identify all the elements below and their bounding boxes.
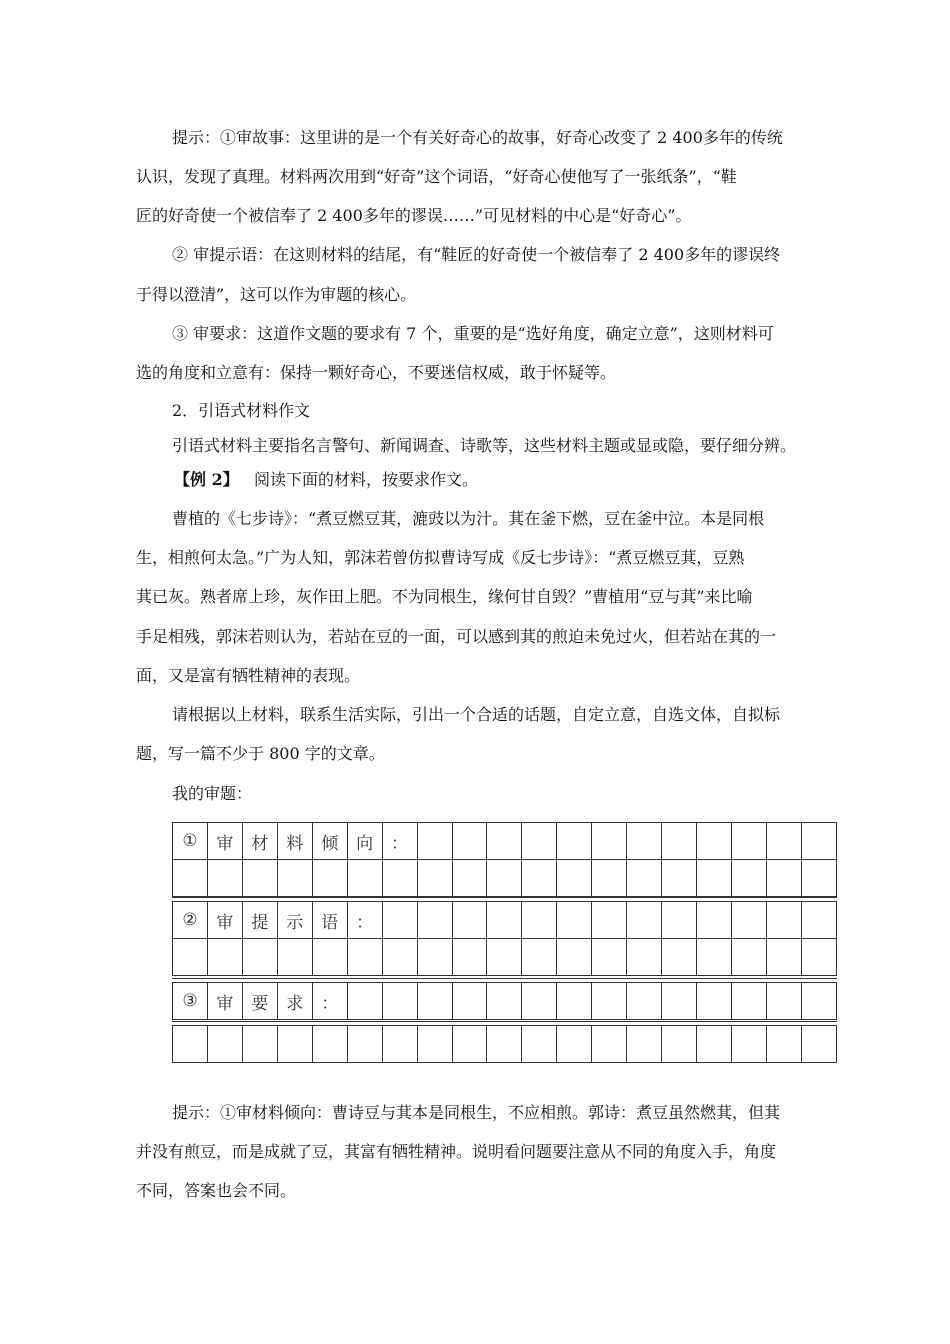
- grid-cell-blank[interactable]: [207, 860, 242, 897]
- grid-cell: 求: [277, 983, 312, 1020]
- grid-cell-blank[interactable]: [697, 939, 732, 976]
- grid-row-header-2: [173, 902, 837, 939]
- grid-cell-blank[interactable]: [627, 983, 662, 1020]
- grid-cell-blank[interactable]: [732, 939, 767, 976]
- hint1-line3: 匠的好奇使一个被信奉了 2 400多年的谬误……”可见材料的中心是“好奇心”。: [136, 206, 692, 225]
- grid-cell-blank[interactable]: [557, 860, 592, 897]
- grid-cell-blank[interactable]: [592, 939, 627, 976]
- grid-cell-blank[interactable]: [487, 902, 522, 939]
- grid-cell-blank[interactable]: [382, 983, 417, 1020]
- hint1-line5: 于得以澄清”，这可以作为审题的核心。: [136, 285, 417, 304]
- grid-cell: ③: [173, 983, 208, 1020]
- grid-cell-blank[interactable]: [452, 983, 487, 1020]
- grid-cell-blank[interactable]: [487, 939, 522, 976]
- grid-row-blank: [173, 860, 837, 897]
- grid-cell-blank[interactable]: [277, 939, 312, 976]
- grid-cell-blank[interactable]: [382, 1026, 417, 1063]
- grid-row-blank: [173, 939, 837, 976]
- grid-cell: ②: [173, 902, 208, 939]
- hint1-line2: 认识，发现了真理。材料两次用到“好奇”这个词语，“好奇心使他写了一张纸条”，“鞋: [136, 167, 737, 186]
- grid-cell-blank[interactable]: [207, 1026, 242, 1063]
- request-line2: 题，写一篇不少于 800 字的文章。: [136, 744, 385, 763]
- grid-cell-blank[interactable]: [522, 860, 557, 897]
- grid-separator: [172, 978, 837, 979]
- grid-cell-blank[interactable]: [801, 860, 836, 897]
- grid-separator: [172, 1021, 837, 1022]
- grid-cell-blank[interactable]: [417, 823, 452, 860]
- grid-cell-blank[interactable]: [452, 902, 487, 939]
- section-intro: 引语式材料主要指名言警句、新闻调查、诗歌等，这些材料主题或显或隐，要仔细分辨。: [172, 436, 797, 455]
- answer-grid-material: [172, 822, 837, 897]
- grid-cell: 提: [242, 902, 277, 939]
- grid-cell-blank[interactable]: [347, 983, 382, 1020]
- grid-cell-blank[interactable]: [801, 939, 836, 976]
- grid-cell-blank[interactable]: [766, 939, 801, 976]
- grid-cell-blank[interactable]: [592, 902, 627, 939]
- grid-cell-blank[interactable]: [627, 823, 662, 860]
- grid-cell-blank[interactable]: [417, 860, 452, 897]
- grid-cell-blank[interactable]: [487, 1026, 522, 1063]
- grid-cell: 示: [277, 902, 312, 939]
- grid-cell-blank[interactable]: [312, 939, 347, 976]
- grid-cell-blank[interactable]: [557, 939, 592, 976]
- grid-cell-blank[interactable]: [732, 823, 767, 860]
- grid-cell-blank[interactable]: [522, 983, 557, 1020]
- grid-cell-blank[interactable]: [592, 823, 627, 860]
- answer-grid-requirement: [172, 982, 837, 1020]
- hint1-line6: ③ 审要求：这道作文题的要求有 7 个，重要的是“选好角度，确定立意”，这则材料可: [172, 324, 774, 343]
- grid-cell-blank[interactable]: [801, 902, 836, 939]
- hint2-line3: 不同，答案也会不同。: [136, 1181, 297, 1200]
- grid-cell-blank[interactable]: [487, 823, 522, 860]
- grid-cell-blank[interactable]: [592, 1026, 627, 1063]
- grid-cell-blank[interactable]: [452, 823, 487, 860]
- grid-cell-blank[interactable]: [662, 1026, 697, 1063]
- grid-cell-blank[interactable]: [522, 939, 557, 976]
- grid-cell-blank[interactable]: [732, 1026, 767, 1063]
- grid-cell-blank[interactable]: [801, 983, 836, 1020]
- grid-cell-blank[interactable]: [732, 860, 767, 897]
- grid-cell-blank[interactable]: [312, 860, 347, 897]
- grid-cell-blank[interactable]: [662, 939, 697, 976]
- grid-cell-blank[interactable]: [522, 902, 557, 939]
- grid-cell-blank[interactable]: [557, 1026, 592, 1063]
- hint1-line1: 提示：①审故事：这里讲的是一个有关好奇心的故事，好奇心改变了 2 400多年的传统: [172, 128, 783, 147]
- grid-cell-blank[interactable]: [242, 860, 277, 897]
- section-heading: 2．引语式材料作文: [172, 401, 311, 420]
- answer-grid-prompt: [172, 901, 837, 976]
- grid-cell-blank[interactable]: [452, 860, 487, 897]
- grid-cell-blank[interactable]: [627, 1026, 662, 1063]
- grid-cell-blank[interactable]: [522, 1026, 557, 1063]
- request-line1: 请根据以上材料，联系生活实际，引出一个合适的话题，自定立意，自选文体，自拟标: [172, 705, 781, 724]
- grid-cell-blank[interactable]: [766, 1026, 801, 1063]
- grid-cell-blank[interactable]: [697, 1026, 732, 1063]
- grid-cell-blank[interactable]: [766, 902, 801, 939]
- grid-cell-blank[interactable]: [417, 983, 452, 1020]
- grid-cell-blank[interactable]: [382, 860, 417, 897]
- grid-cell-blank[interactable]: [627, 939, 662, 976]
- grid-row-blank: [173, 1026, 837, 1063]
- grid-cell-blank[interactable]: [277, 860, 312, 897]
- grid-cell: ：: [382, 823, 417, 860]
- material-line2: 生，相煎何太急。”广为人知，郭沫若曾仿拟曹诗写成《反七步诗》：“煮豆燃豆萁，豆熟: [136, 548, 745, 567]
- grid-cell-blank[interactable]: [627, 860, 662, 897]
- grid-cell: 料: [277, 823, 312, 860]
- my-review-label: 我的审题：: [172, 784, 253, 803]
- grid-cell-blank[interactable]: [592, 860, 627, 897]
- grid-cell-blank[interactable]: [522, 823, 557, 860]
- material-line1: 曹植的《七步诗》：“煮豆燃豆萁，漉豉以为汁。萁在釜下燃，豆在釜中泣。本是同根: [172, 509, 765, 528]
- grid-cell-blank[interactable]: [557, 823, 592, 860]
- grid-cell-blank[interactable]: [487, 860, 522, 897]
- grid-cell: 材: [242, 823, 277, 860]
- grid-row-header-1: [173, 823, 837, 860]
- grid-cell: 审: [207, 902, 242, 939]
- grid-separator: [172, 897, 837, 898]
- grid-cell-blank[interactable]: [732, 902, 767, 939]
- material-line3: 萁已灰。熟者席上珍，灰作田上肥。不为同根生，缘何甘自毁？”曹植用“豆与萁”来比喻: [136, 587, 753, 606]
- grid-cell: 向: [347, 823, 382, 860]
- grid-cell-blank[interactable]: [347, 939, 382, 976]
- grid-cell-blank[interactable]: [277, 1026, 312, 1063]
- grid-cell: 倾: [312, 823, 347, 860]
- grid-cell-blank[interactable]: [697, 860, 732, 897]
- answer-grid-requirement-blank: [172, 1025, 837, 1063]
- grid-cell-blank[interactable]: [452, 939, 487, 976]
- grid-cell-blank[interactable]: [173, 860, 208, 897]
- grid-cell: 语: [312, 902, 347, 939]
- grid-cell-blank[interactable]: [627, 902, 662, 939]
- grid-cell: ：: [312, 983, 347, 1020]
- example-label: 【例 2】: [174, 470, 239, 489]
- grid-cell: 审: [207, 983, 242, 1020]
- grid-cell-blank[interactable]: [242, 939, 277, 976]
- grid-cell-blank[interactable]: [801, 823, 836, 860]
- grid-cell-blank[interactable]: [242, 1026, 277, 1063]
- grid-cell: ：: [347, 902, 382, 939]
- grid-cell-blank[interactable]: [662, 823, 697, 860]
- grid-cell-blank[interactable]: [662, 860, 697, 897]
- grid-cell-blank[interactable]: [662, 983, 697, 1020]
- grid-cell-blank[interactable]: [557, 902, 592, 939]
- grid-cell-blank[interactable]: [382, 902, 417, 939]
- grid-cell-blank[interactable]: [662, 902, 697, 939]
- grid-cell-blank[interactable]: [557, 983, 592, 1020]
- grid-cell-blank[interactable]: [417, 939, 452, 976]
- hint1-line7: 选的角度和立意有：保持一颗好奇心，不要迷信权威，敢于怀疑等。: [136, 363, 617, 382]
- grid-cell-blank[interactable]: [417, 1026, 452, 1063]
- grid-cell-blank[interactable]: [697, 823, 732, 860]
- grid-cell-blank[interactable]: [347, 1026, 382, 1063]
- grid-cell: ①: [173, 823, 208, 860]
- grid-cell-blank[interactable]: [766, 860, 801, 897]
- grid-cell-blank[interactable]: [207, 939, 242, 976]
- grid-cell-blank[interactable]: [697, 983, 732, 1020]
- grid-cell-blank[interactable]: [732, 983, 767, 1020]
- grid-cell-blank[interactable]: [592, 983, 627, 1020]
- grid-cell-blank[interactable]: [452, 1026, 487, 1063]
- grid-row-header-3: [173, 983, 837, 1020]
- grid-cell-blank[interactable]: [173, 939, 208, 976]
- grid-cell-blank[interactable]: [173, 1026, 208, 1063]
- grid-cell-blank[interactable]: [766, 983, 801, 1020]
- grid-cell: 审: [207, 823, 242, 860]
- material-line5: 面，又是富有牺牲精神的表现。: [136, 666, 361, 685]
- example-line: [174, 468, 864, 492]
- hint2-line1: 提示：①审材料倾向：曹诗豆与萁本是同根生，不应相煎。郭诗：煮豆虽然燃萁，但萁: [172, 1103, 781, 1122]
- grid-cell-blank[interactable]: [382, 939, 417, 976]
- grid-cell: 要: [242, 983, 277, 1020]
- grid-cell-blank[interactable]: [801, 1026, 836, 1063]
- hint1-line4: ② 审提示语：在这则材料的结尾，有“鞋匠的好奇使一个被信奉了 2 400多年的谬误终: [172, 245, 781, 264]
- example-prompt: 阅读下面的材料，按要求作文。: [253, 470, 478, 489]
- grid-cell-blank[interactable]: [487, 983, 522, 1020]
- hint2-line2: 并没有煎豆，而是成就了豆，萁富有牺牲精神。说明看问题要注意从不同的角度入手，角度: [136, 1142, 777, 1161]
- grid-cell-blank[interactable]: [766, 823, 801, 860]
- material-line4: 手足相残，郭沫若则认为，若站在豆的一面，可以感到萁的煎迫未免过火，但若站在萁的一: [136, 627, 777, 646]
- grid-cell-blank[interactable]: [347, 860, 382, 897]
- grid-cell-blank[interactable]: [312, 1026, 347, 1063]
- grid-cell-blank[interactable]: [417, 902, 452, 939]
- grid-cell-blank[interactable]: [697, 902, 732, 939]
